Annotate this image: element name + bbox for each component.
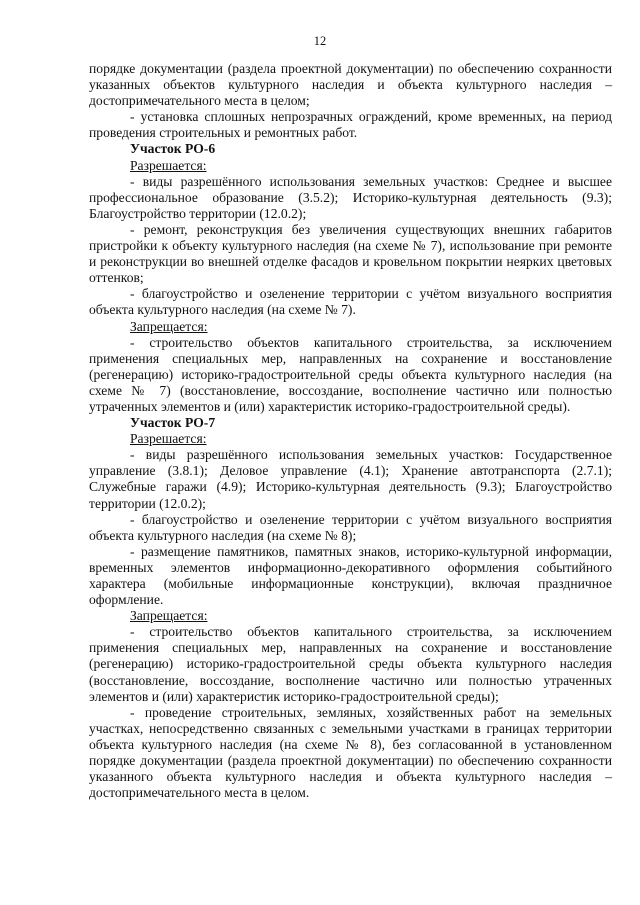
ro6-forbidden-item-1: - строительство объектов капитального строительства, за исключением применения специальных мер, направленных на сохранение и восстановление (регенерацию) историко-градостроительной среды объекта культурного наследия (на схеме № 7) (восстановление, воссоздание, восполнение частично или полностью утраченных элементов и (или) характеристик историко-градостроительной среды). bbox=[89, 334, 612, 414]
ro7-allowed-item-1: - виды разрешённого использования земельных участков: Государственное управление (3.8.1); Деловое управление (4.1); Хранение автотранспорта (2.7.1); Служебные гаражи (4.9); Историко-культурная деятельность (9.3); Благоустройство территории (12.0.2); bbox=[89, 447, 612, 511]
ro7-allowed-item-3: - размещение памятников, памятных знаков, историко-культурной информации, временных элементов информационно-декоративного оформления событийного характера (мобильные информационные конструкции), включая праздничное оформление. bbox=[89, 543, 612, 608]
page-number: 12 bbox=[313, 34, 327, 48]
ro6-allowed-item-3: - благоустройство и озеленение территории с учётом визуального восприятия объекта культурного наследия (на схеме № 7). bbox=[89, 286, 612, 318]
ro6-allowed-item-1: - виды разрешённого использования земельных участков: Среднее и высшее профессиональное образование (3.5.2); Историко-культурная деятельность (9.3); Благоустройство территории (12.0.2); bbox=[89, 173, 612, 221]
paragraph-fence-rule: - установка сплошных непрозрачных ограждений, кроме временных, на период проведения строительных и ремонтных работ. bbox=[89, 109, 612, 141]
ro7-forbidden-label: Запрещается: bbox=[130, 608, 208, 624]
ro7-forbidden-item-2: - проведение строительных, земляных, хозяйственных работ на земельных участках, непосредственно связанных с земельными участками в границах территории объекта культурного наследия (на схеме № 8), без согласованной в установленном порядке документации (раздела проектной документации) по обеспечению сохранности указанного объекта культурного наследия и объекта культурного наследия – достопримечательного места в целом. bbox=[89, 704, 612, 801]
ro7-forbidden-item-1: - строительство объектов капитального строительства, за исключением применения специальных мер, направленных на сохранение и восстановление (регенерацию) историко-градостроительной среды объекта культурного наследия (восстановление, воссоздание, восполнение частично или полностью утраченных элементов и (или) характеристик историко-градостроительной среды); bbox=[89, 624, 612, 704]
ro7-allowed-label: Разрешается: bbox=[130, 431, 207, 447]
document-body bbox=[89, 61, 612, 801]
ro7-allowed-item-2: - благоустройство и озеленение территории с учётом визуального восприятия объекта культурного наследия (на схеме № 8); bbox=[89, 511, 612, 543]
ro6-allowed-label: Разрешается: bbox=[130, 157, 207, 173]
ro6-allowed-item-2: - ремонт, реконструкция без увеличения существующих внешних габаритов пристройки к объекту культурного наследия (на схеме № 7), использование при ремонте и реконструкции во внешней отделке фасадов и кровельном покрытии неярких цветовых оттенков; bbox=[89, 221, 612, 286]
section-heading-ro6: Участок РО-6 bbox=[130, 141, 216, 157]
paragraph-continuation: порядке документации (раздела проектной документации) по обеспечению сохранности указанных объектов культурного наследия и объекта культурного наследия – достопримечательного места в целом; bbox=[89, 61, 612, 109]
section-heading-ro7: Участок РО-7 bbox=[130, 415, 216, 431]
ro6-forbidden-label: Запрещается: bbox=[130, 318, 208, 334]
